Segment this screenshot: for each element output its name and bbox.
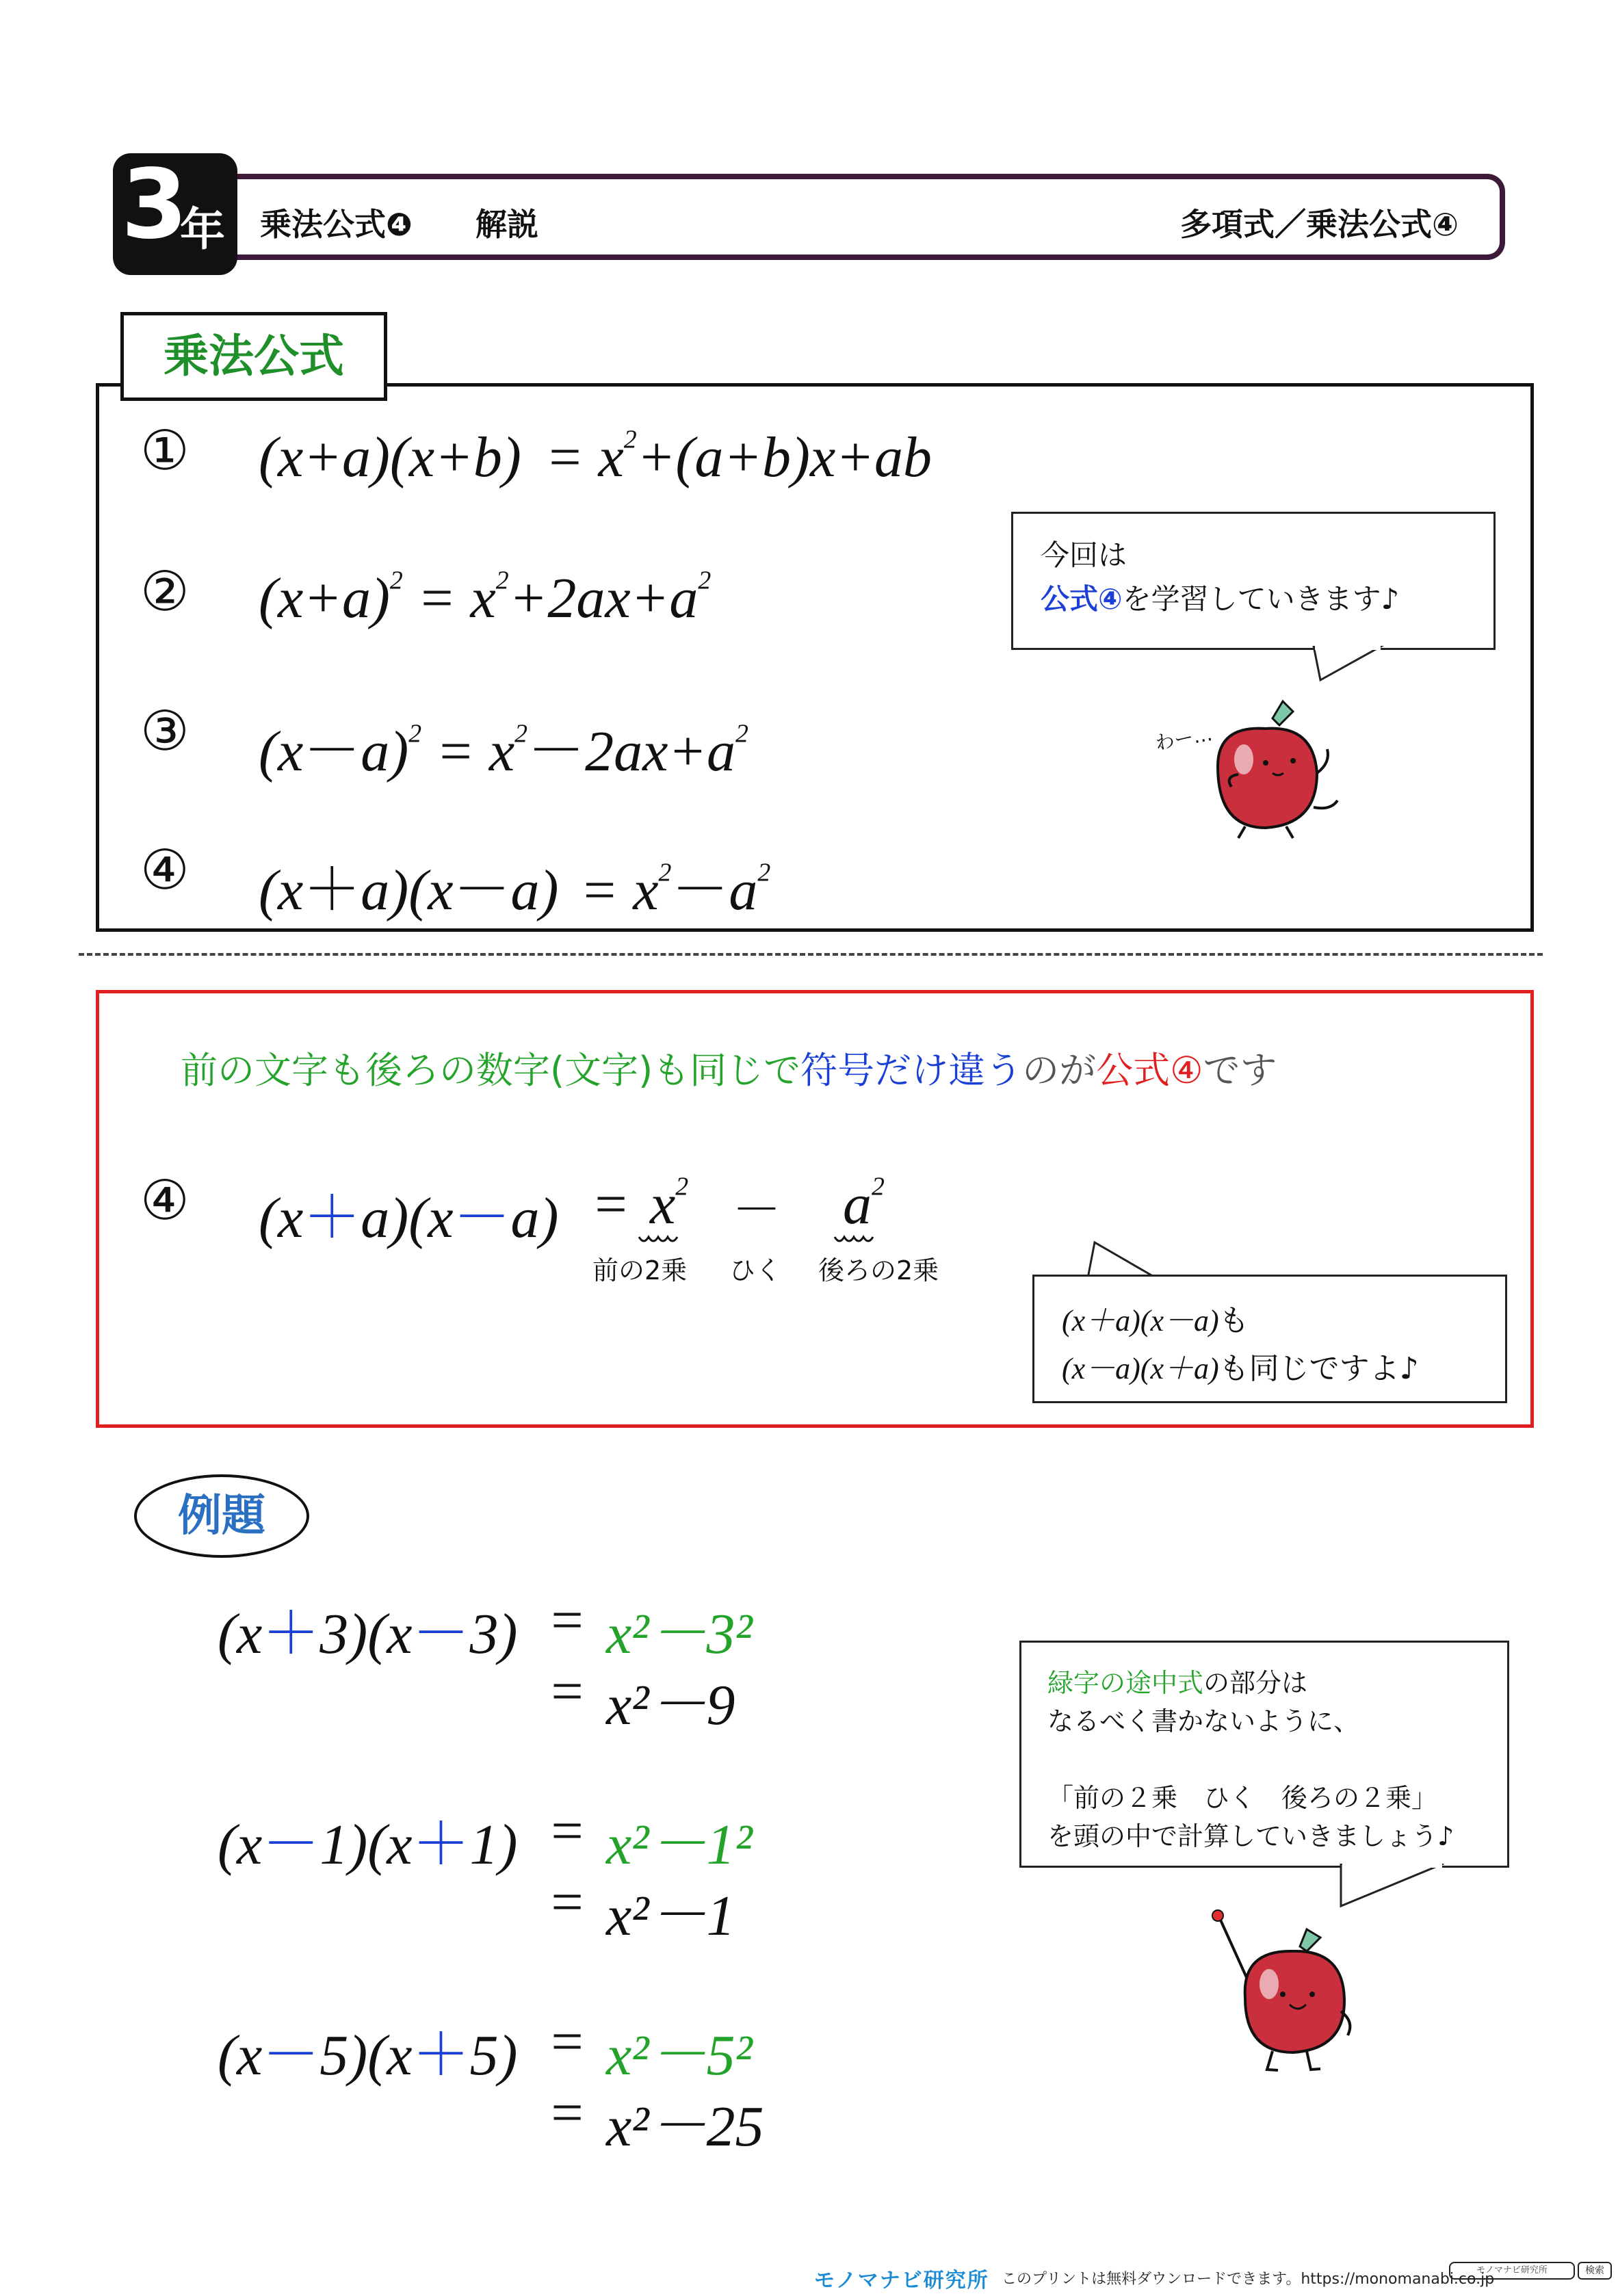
footer-search-box[interactable]: モノマナビ研究所	[1449, 2262, 1575, 2280]
speech-tip-line3: 「前の２乗 ひく 後ろの２乗」	[1047, 1783, 1438, 1813]
speech-same-tail1: も	[1218, 1303, 1249, 1338]
examples-heading-label: 例題	[178, 1491, 265, 1541]
topic-label: 多項式／乗法公式④	[1180, 206, 1459, 243]
speech-tip-line2: なるべく書かないように、	[1047, 1706, 1360, 1736]
speech-intro-highlight: 公式④	[1041, 582, 1123, 616]
key-point-gray1: のが	[1022, 1049, 1097, 1092]
speech-tip-line4: を頭の中で計算していきましょう♪	[1047, 1821, 1454, 1851]
footer-brand-logo: モノマナビ研究所	[814, 2269, 989, 2293]
key-point-sentence	[181, 1041, 1277, 1094]
example-3-op2: ＋	[412, 2021, 470, 2088]
key-point-red: 公式④	[1096, 1049, 1203, 1092]
example-1-op2: －	[412, 1600, 470, 1667]
example-3-step1: x²－5²	[606, 2024, 753, 2087]
speech-same-math1: (x＋a)(x－a)	[1062, 1304, 1219, 1338]
example-1-lhs	[218, 1587, 518, 1670]
apple-mumble: わー…	[1153, 722, 1214, 755]
apple-pointer-character-icon	[1204, 1909, 1368, 2080]
example-2-step1: x²－1²	[606, 1813, 753, 1877]
example-2-op1: －	[262, 1810, 320, 1877]
wavy-underline-a	[833, 1234, 874, 1247]
formula4-a-exp: 2	[872, 1172, 885, 1201]
formula-number-1: ①	[140, 419, 190, 482]
formula-tab-label: 乗法公式	[164, 330, 344, 382]
speech-bubble-intro	[1011, 512, 1496, 650]
formula4-a: a	[843, 1173, 872, 1236]
example-2-part-b: 1)(x	[319, 1813, 413, 1877]
speech-bubble-tip-tail	[1327, 1864, 1464, 1912]
example-3-step1-eq: =	[547, 2010, 586, 2074]
example-2-lhs	[218, 1798, 518, 1881]
formula-number-2: ②	[140, 560, 190, 623]
label-front-square: 前の2乗	[592, 1255, 688, 1286]
speech-intro-line2	[1041, 577, 1399, 618]
speech-tip-green: 緑字の途中式	[1047, 1668, 1204, 1698]
example-3-op1: －	[262, 2021, 320, 2088]
formula4-x-exp: 2	[675, 1172, 689, 1201]
formula4-a-term	[843, 1171, 885, 1238]
example-2-op2: ＋	[412, 1810, 470, 1877]
speech-same-math2: (x－a)(x＋a)	[1062, 1352, 1219, 1385]
example-3-step2: x²－25	[606, 2095, 764, 2158]
speech-same-tail2: も同じですよ♪	[1218, 1351, 1419, 1386]
example-1-part-b: 3)(x	[319, 1602, 413, 1666]
speech-intro-rest: を学習していきます♪	[1122, 582, 1400, 616]
formula4-close: a)	[510, 1186, 559, 1250]
example-2-step2: x²－1	[606, 1884, 735, 1948]
example-1-step2-eq: =	[547, 1660, 586, 1723]
speech-tip-line1-rest: の部分は	[1203, 1668, 1308, 1698]
apple-character-icon	[1190, 698, 1355, 842]
formula4-minus: －	[453, 1184, 511, 1251]
example-3-step2-eq: =	[547, 2081, 586, 2145]
examples-heading	[134, 1474, 309, 1558]
formula-1: $(x+a)(x+b) = x^2+(a+b)x+ab$	[259, 425, 932, 489]
example-1-part-a: (x	[218, 1602, 263, 1666]
example-1-step1: x²－3²	[606, 1602, 753, 1666]
example-1-step2: x²－9	[606, 1673, 735, 1737]
example-2-step2-eq: =	[547, 1870, 586, 1934]
formula4-x-term	[650, 1171, 688, 1238]
example-3-part-c: 5)	[469, 2024, 518, 2087]
speech-bubble-intro-tail	[1300, 646, 1409, 687]
formula-4: $(x+a)(x-a) = x^2-a^2$	[259, 856, 771, 923]
formula-number-3: ③	[140, 699, 190, 763]
section-divider	[79, 953, 1543, 956]
formula4-x: x	[650, 1173, 676, 1236]
formula-2: $(x+a)^2 = x^2+2ax+a^2$	[259, 566, 712, 630]
speech-intro-line1: 今回は	[1041, 538, 1127, 572]
formula4-plus: ＋	[303, 1184, 361, 1251]
key-point-blue: 符号だけ違う	[800, 1049, 1023, 1092]
grade-suffix: 年	[180, 203, 225, 256]
example-2-step1-eq: =	[547, 1799, 586, 1863]
footer-notice: このプリントは無料ダウンロードできます。https://monomanabi.co.jp	[1002, 2271, 1495, 2288]
speech-tip-line1	[1047, 1662, 1307, 1699]
example-1-part-c: 3)	[469, 1602, 518, 1666]
example-2-part-c: 1)	[469, 1813, 518, 1877]
header-bar	[226, 174, 1505, 260]
formula4-mid: a)(x	[361, 1186, 454, 1250]
formula4-minus-sign: －	[732, 1181, 782, 1238]
wavy-underline-x	[638, 1234, 679, 1247]
speech-bubble-same	[1032, 1275, 1507, 1403]
example-1-op1: ＋	[262, 1600, 320, 1667]
formula-tab	[120, 312, 387, 401]
formula4-open: (x	[259, 1186, 304, 1250]
key-point-gray2: です	[1203, 1049, 1277, 1092]
worksheet-title: 乗法公式❹ 解説	[260, 206, 538, 243]
formula-3: $(x-a)^2 = x^2-2ax+a^2$	[259, 717, 748, 784]
example-3-part-a: (x	[218, 2024, 263, 2087]
key-point-green: 前の文字も後ろの数字(文字)も同じで	[181, 1049, 801, 1092]
example-1-step1-eq: =	[547, 1589, 586, 1652]
grade-badge	[113, 149, 237, 275]
example-3-part-b: 5)(x	[319, 2024, 413, 2087]
example-3-lhs	[218, 2009, 518, 2091]
grade-number: 3	[121, 149, 188, 261]
speech-same-line2	[1062, 1344, 1419, 1387]
formula-number-4: ④	[140, 838, 190, 902]
footer-search-button[interactable]: 検索	[1578, 2262, 1612, 2280]
formula4-lhs	[259, 1171, 559, 1254]
speech-same-line1	[1062, 1296, 1249, 1340]
speech-bubble-tip	[1019, 1641, 1509, 1868]
label-back-square: 後ろの2乗	[818, 1255, 939, 1286]
example-2-part-a: (x	[218, 1813, 263, 1877]
formula4-eq: =	[591, 1173, 630, 1236]
label-minus: ひく	[729, 1255, 782, 1286]
formula4-number: ④	[140, 1169, 190, 1232]
